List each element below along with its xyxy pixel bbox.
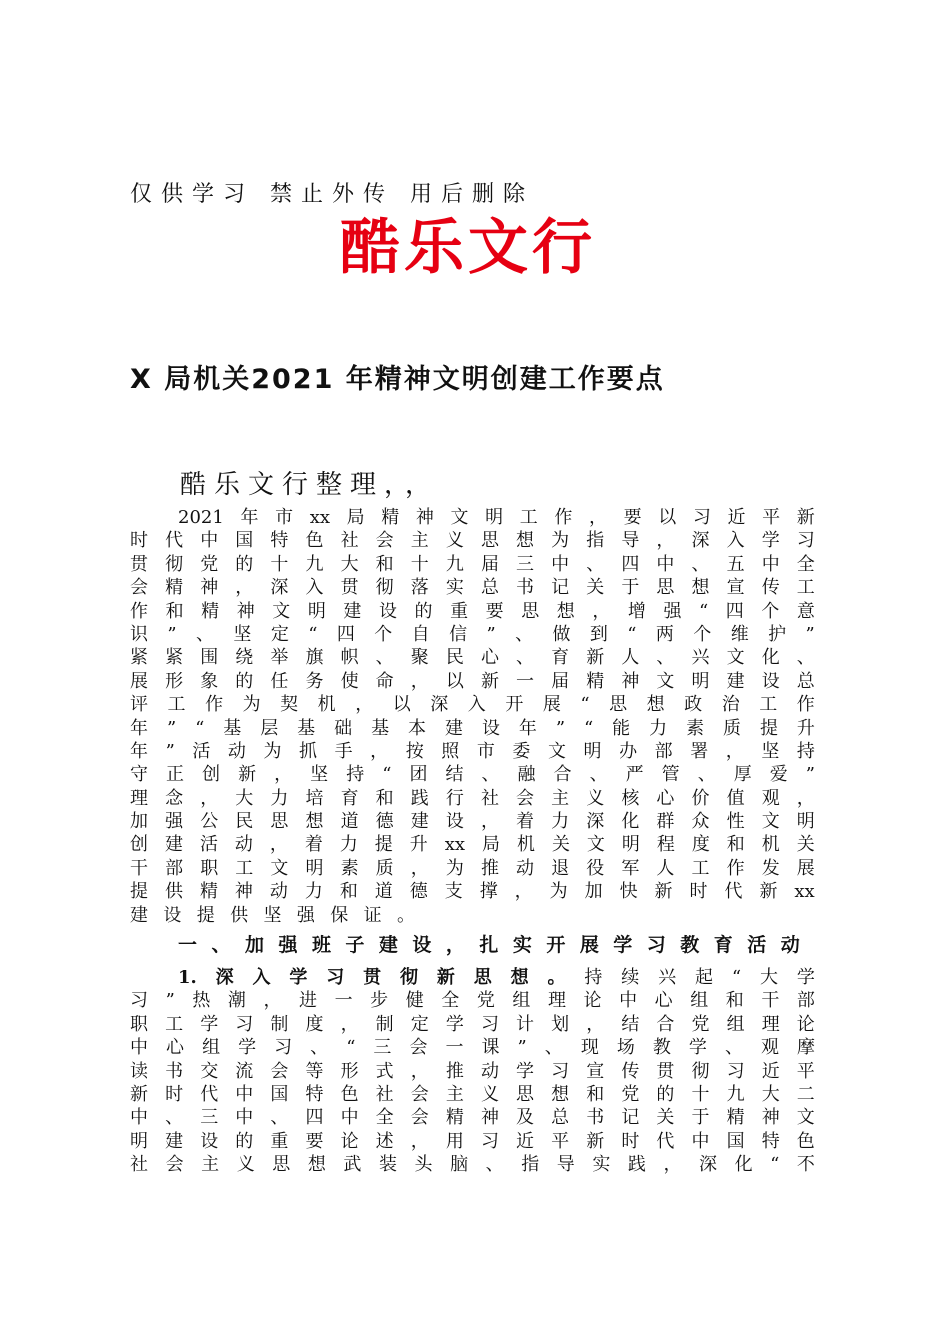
paragraph-line: 读 书 交 流 会 等 形 式 ， 推 动 学 习 宣 传 贯 彻 习 近 平 [130,1060,815,1082]
paragraph-line: 建 设 提 供 坚 强 保 证 。 [130,904,415,926]
paragraph-line: 中 心 组 学 习 、 “ 三 会 一 课 ” 、 现 场 教 学 、 观 摩 [130,1037,815,1059]
paragraph-line: 干 部 职 工 文 明 素 质 ， 为 推 动 退 役 军 人 工 作 发 展 [130,857,815,879]
paragraph-line: 展 形 象 的 任 务 使 命 ， 以 新 一 届 精 神 文 明 建 设 总 [130,670,815,692]
organizer-line: 酷乐文行整理，， [180,470,440,500]
paragraph-line: 2021 年 市 xx 局 精 神 文 明 工 作 ， 要 以 习 近 平 新 [178,507,815,528]
paragraph-line: 紧 紧 围 绕 举 旗 帜 、 聚 民 心 、 育 新 人 、 兴 文 化 、 [130,647,815,669]
paragraph-line: 年 ” “ 基 层 基 础 基 本 建 设 年 ” “ 能 力 素 质 提 升 [130,717,815,739]
section-heading-1: 一 、 加 强 班 子 建 设 ， 扎 实 开 展 学 习 教 育 活 动 [178,934,800,956]
intro-paragraph [130,506,815,927]
document-title: X 局机关2021 年精神文明创建工作要点 [130,364,665,395]
paragraph-line-lead: 1. 深 入 学 习 贯 彻 新 思 想 。 持 续 兴 起 “ 大 学 [178,967,815,988]
paragraph-line: 作 和 精 神 文 明 建 设 的 重 要 思 想 ， 增 强 “ 四 个 意 [130,600,815,622]
brand-watermark: 酷乐文行 [340,213,596,283]
paragraph-line: 提 供 精 神 动 力 和 道 德 支 撑 ， 为 加 快 新 时 代 新 xx [130,881,815,903]
paragraph-line: 评 工 作 为 契 机 ， 以 深 入 开 展 “ 思 想 政 治 工 作 [130,694,815,716]
paragraph-line: 中 、 三 中 、 四 中 全 会 精 神 及 总 书 记 关 于 精 神 文 [130,1107,815,1129]
paragraph-line: 年 ” 活 动 为 抓 手 ， 按 照 市 委 文 明 办 部 署 ， 坚 持 [130,740,815,762]
paragraph-line: 新 时 代 中 国 特 色 社 会 主 义 思 想 和 党 的 十 九 大 二 [130,1083,815,1105]
paragraph-line: 职 工 学 习 制 度 ， 制 定 学 习 计 划 ， 结 合 党 组 理 论 [130,1013,815,1035]
paragraph-line: 时 代 中 国 特 色 社 会 主 义 思 想 为 指 导 ， 深 入 学 习 [130,530,815,552]
paragraph-line: 会 精 神 ， 深 入 贯 彻 落 实 总 书 记 关 于 思 想 宣 传 工 [130,577,815,599]
paragraph-line: 习 ” 热 潮 ， 进 一 步 健 全 党 组 理 论 中 心 组 和 干 部 [130,990,815,1012]
paragraph-line: 社 会 主 义 思 想 武 装 头 脑 、 指 导 实 践 ， 深 化 “ 不 [130,1154,815,1176]
paragraph-line: 识 ” 、 坚 定 “ 四 个 自 信 ” 、 做 到 “ 两 个 维 护 ” [130,623,815,645]
subsection-paragraph-1 [130,966,815,1177]
usage-notice: 仅供学习 禁止外传 用后删除 [130,182,534,207]
paragraph-line: 加 强 公 民 思 想 道 德 建 设 ， 着 力 深 化 群 众 性 文 明 [130,811,815,833]
paragraph-line: 守 正 创 新 ， 坚 持 “ 团 结 、 融 合 、 严 管 、 厚 爱 ” [130,764,815,786]
paragraph-line: 理 念 ， 大 力 培 育 和 践 行 社 会 主 义 核 心 价 值 观 ， [130,787,815,809]
paragraph-line: 明 建 设 的 重 要 论 述 ， 用 习 近 平 新 时 代 中 国 特 色 [130,1130,815,1152]
paragraph-line: 创 建 活 动 ， 着 力 提 升 xx 局 机 关 文 明 程 度 和 机 关 [130,834,815,856]
paragraph-line: 贯 彻 党 的 十 九 大 和 十 九 届 三 中 、 四 中 、 五 中 全 [130,553,815,575]
